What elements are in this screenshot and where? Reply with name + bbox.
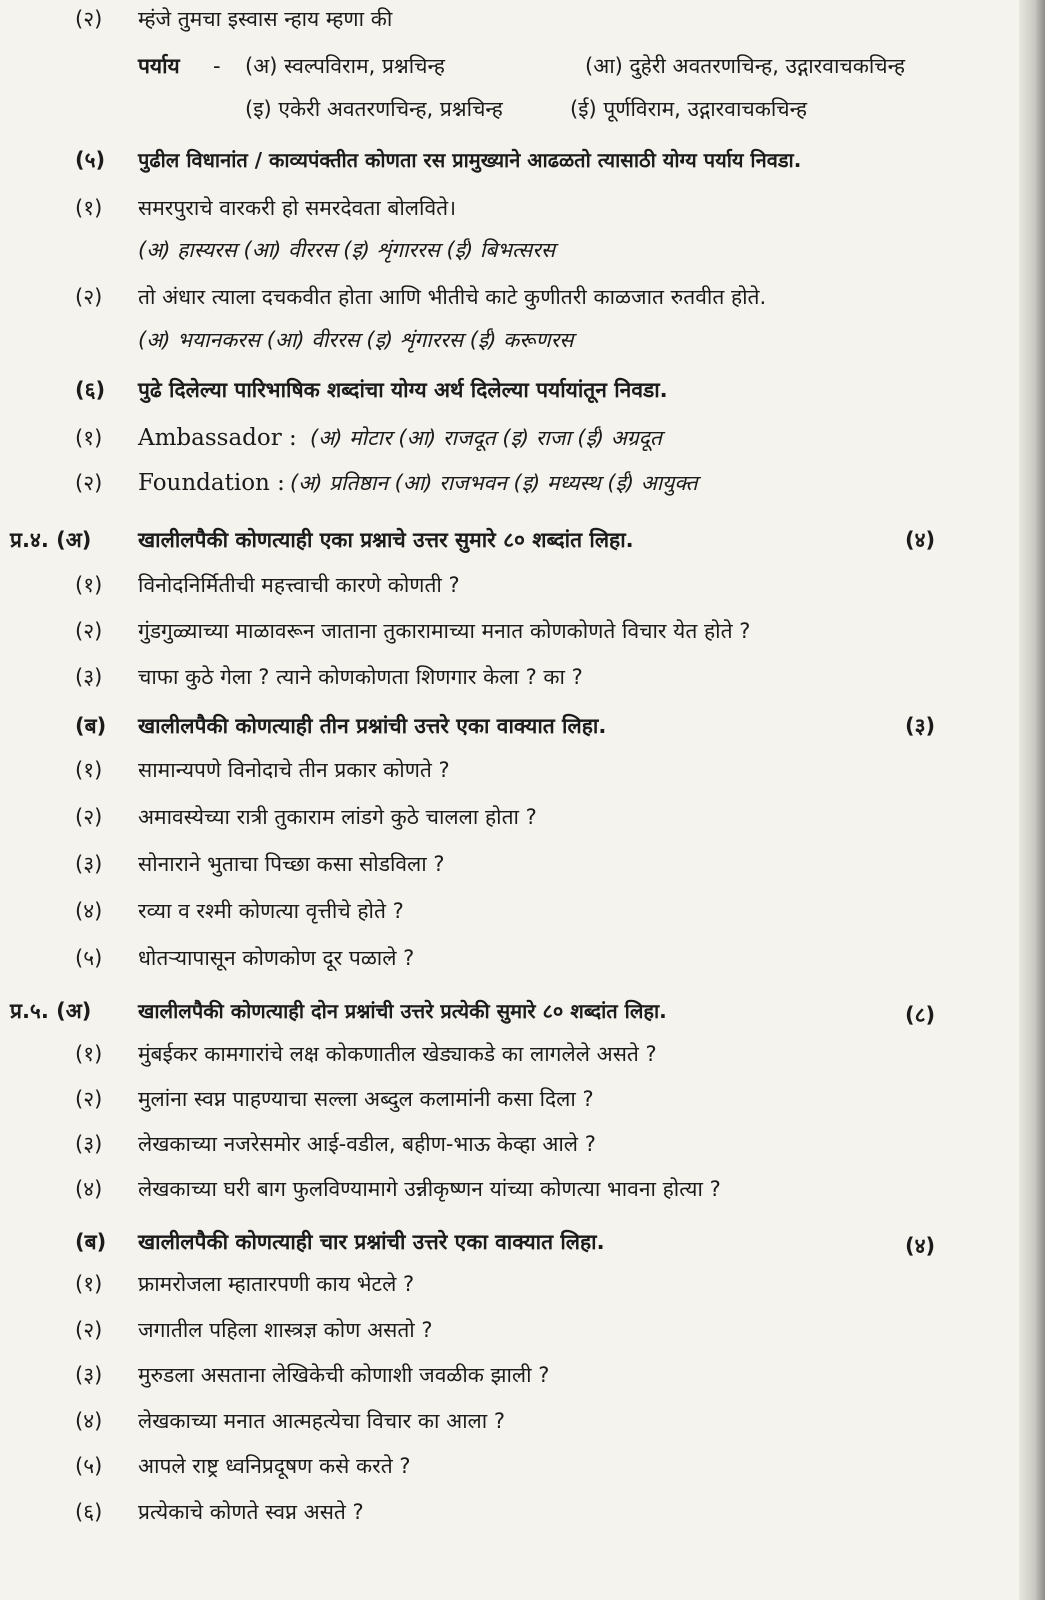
item-text: जगातील पहिला शास्त्रज्ञ कोण असतो ? (138, 1317, 433, 1342)
option-aa: (आ) दुहेरी अवतरणचिन्ह, उद्गारवाचकचिन्ह (585, 54, 906, 78)
item-number: (४) (75, 899, 103, 923)
part-title: पुढे दिलेल्या पारिभाषिक शब्दांचा योग्य अर्थ दिलेल्या पर्यायांतून निवडा. (138, 378, 668, 402)
item-text: तो अंधार त्याला दचकवीत होता आणि भीतीचे काटे कुणीतरी काळजात रुतवीत होते. (138, 285, 767, 309)
question-title: खालीलपैकी कोणत्याही चार प्रश्नांची उत्तरे एका वाक्यात लिहा. (138, 1230, 605, 1254)
marks: (४) (905, 528, 936, 552)
part-label: (ब) (75, 714, 107, 738)
item-number: (२) (75, 1317, 103, 1342)
item-text: लेखकाच्या घरी बाग फुलविण्यामागे उन्नीकृष्णन यांच्या कोणत्या भावना होत्या ? (138, 1177, 721, 1201)
question-title: खालीलपैकी कोणत्याही एका प्रश्नाचे उत्तर सुमारे ८० शब्दांत लिहा. (138, 528, 634, 552)
item-number: (३) (75, 1132, 103, 1156)
option-a: (अ) स्वल्पविराम, प्रश्नचिन्ह (245, 54, 445, 78)
item-number: (१) (75, 426, 103, 450)
item-number: (२) (75, 1087, 103, 1111)
english-word: Ambassador : (138, 425, 297, 451)
item-number: (४) (75, 1408, 103, 1433)
item-text: सोनाराने भुताचा पिच्छा कसा सोडविला ? (138, 852, 445, 876)
item-number: (५) (75, 946, 103, 970)
part-label: (ब) (75, 1230, 107, 1254)
option-i: (इ) एकेरी अवतरणचिन्ह, प्रश्नचिन्ह (245, 97, 503, 121)
item-number: (२) (75, 471, 103, 495)
item-text: रव्या व रश्मी कोणत्या वृत्तीचे होते ? (138, 899, 404, 923)
item-text: म्हंजे तुमचा इस्वास न्हाय म्हणा की (138, 7, 393, 31)
question-label: प्र.४. (अ) (10, 528, 92, 552)
page-edge-shadow (1019, 0, 1045, 1600)
question-label: प्र.५. (अ) (10, 999, 92, 1023)
part-number: (५) (75, 148, 106, 172)
item-text: मुलांना स्वप्न पाहण्याचा सल्ला अब्दुल कलामांनी कसा दिला ? (138, 1087, 594, 1111)
item-number: (१) (75, 1272, 103, 1296)
item-number: (१) (75, 573, 103, 597)
item-text: धोतऱ्यापासून कोणकोण दूर पळाले ? (138, 946, 415, 970)
part-number: (६) (75, 378, 106, 402)
marks: (४) (905, 1234, 936, 1258)
item-number: (३) (75, 1363, 103, 1387)
item-number: (२) (75, 7, 103, 31)
item-options: (अ) हास्यरस (आ) वीररस (इ) शृंगाररस (ई) बिभत्सरस (138, 238, 556, 262)
english-word: Foundation : (138, 470, 285, 496)
item-text: मुंबईकर कामगारांचे लक्ष कोकणातील खेड्याकडे का लागलेले असते ? (138, 1042, 657, 1066)
item-number: (१) (75, 196, 103, 220)
option-ii: (ई) पूर्णविराम, उद्गारवाचकचिन्ह (570, 97, 808, 121)
marks: (८) (905, 1003, 936, 1027)
question-title: खालीलपैकी कोणत्याही तीन प्रश्नांची उत्तरे एका वाक्यात लिहा. (138, 714, 607, 738)
item-text: लेखकाच्या नजरेसमोर आई-वडील, बहीण-भाऊ केव्हा आले ? (138, 1132, 596, 1156)
item-text: गुंडगुळ्याच्या माळावरून जाताना तुकारामाच्या मनात कोणकोणते विचार येत होते ? (138, 619, 751, 643)
item-text: मुरुडला असताना लेखिकेची कोणाशी जवळीक झाली ? (138, 1363, 550, 1387)
part-title: पुढील विधानांत / काव्यपंक्तीत कोणता रस प्रामुख्याने आढळतो त्यासाठी योग्य पर्याय निवडा. (138, 148, 802, 172)
options-label: पर्याय (138, 54, 180, 78)
item-text: लेखकाच्या मनात आत्महत्येचा विचार का आला ? (138, 1408, 506, 1433)
question-title: खालीलपैकी कोणत्याही दोन प्रश्नांची उत्तरे प्रत्येकी सुमारे ८० शब्दांत लिहा. (138, 999, 667, 1023)
item-number: (६) (75, 1499, 103, 1524)
item-text: आपले राष्ट्र ध्वनिप्रदूषण कसे करते ? (138, 1454, 411, 1478)
marks: (३) (905, 714, 936, 738)
item-number: (३) (75, 852, 103, 876)
item-number: (२) (75, 805, 103, 829)
item-number: (५) (75, 1454, 103, 1478)
item-number: (१) (75, 1042, 103, 1066)
item-number: (४) (75, 1177, 103, 1201)
item-text: फ्रामरोजला म्हातारपणी काय भेटले ? (138, 1272, 415, 1296)
item-text: समरपुराचे वारकरी हो समरदेवता बोलविते। (138, 196, 457, 220)
item-number: (२) (75, 619, 103, 643)
item-number: (३) (75, 665, 103, 689)
item-options: (अ) मोटार (आ) राजदूत (इ) राजा (ई) अग्रदूत (310, 426, 662, 450)
item-text: सामान्यपणे विनोदाचे तीन प्रकार कोणते ? (138, 758, 450, 782)
item-text: अमावस्येच्या रात्री तुकाराम लांडगे कुठे चालला होता ? (138, 805, 537, 829)
item-text: चाफा कुठे गेला ? त्याने कोणकोणता शिणगार केला ? का ? (138, 665, 583, 689)
item-number: (१) (75, 758, 103, 782)
item-number: (२) (75, 285, 103, 309)
item-options: (अ) प्रतिष्ठान (आ) राजभवन (इ) मध्यस्थ (ई) आयुक्त (290, 471, 698, 495)
item-options: (अ) भयानकरस (आ) वीररस (इ) शृंगाररस (ई) करूणरस (138, 328, 574, 352)
options-dash: - (213, 54, 221, 78)
item-text: प्रत्येकाचे कोणते स्वप्न असते ? (138, 1499, 364, 1524)
item-text: विनोदनिर्मितीची महत्त्वाची कारणे कोणती ? (138, 573, 460, 597)
